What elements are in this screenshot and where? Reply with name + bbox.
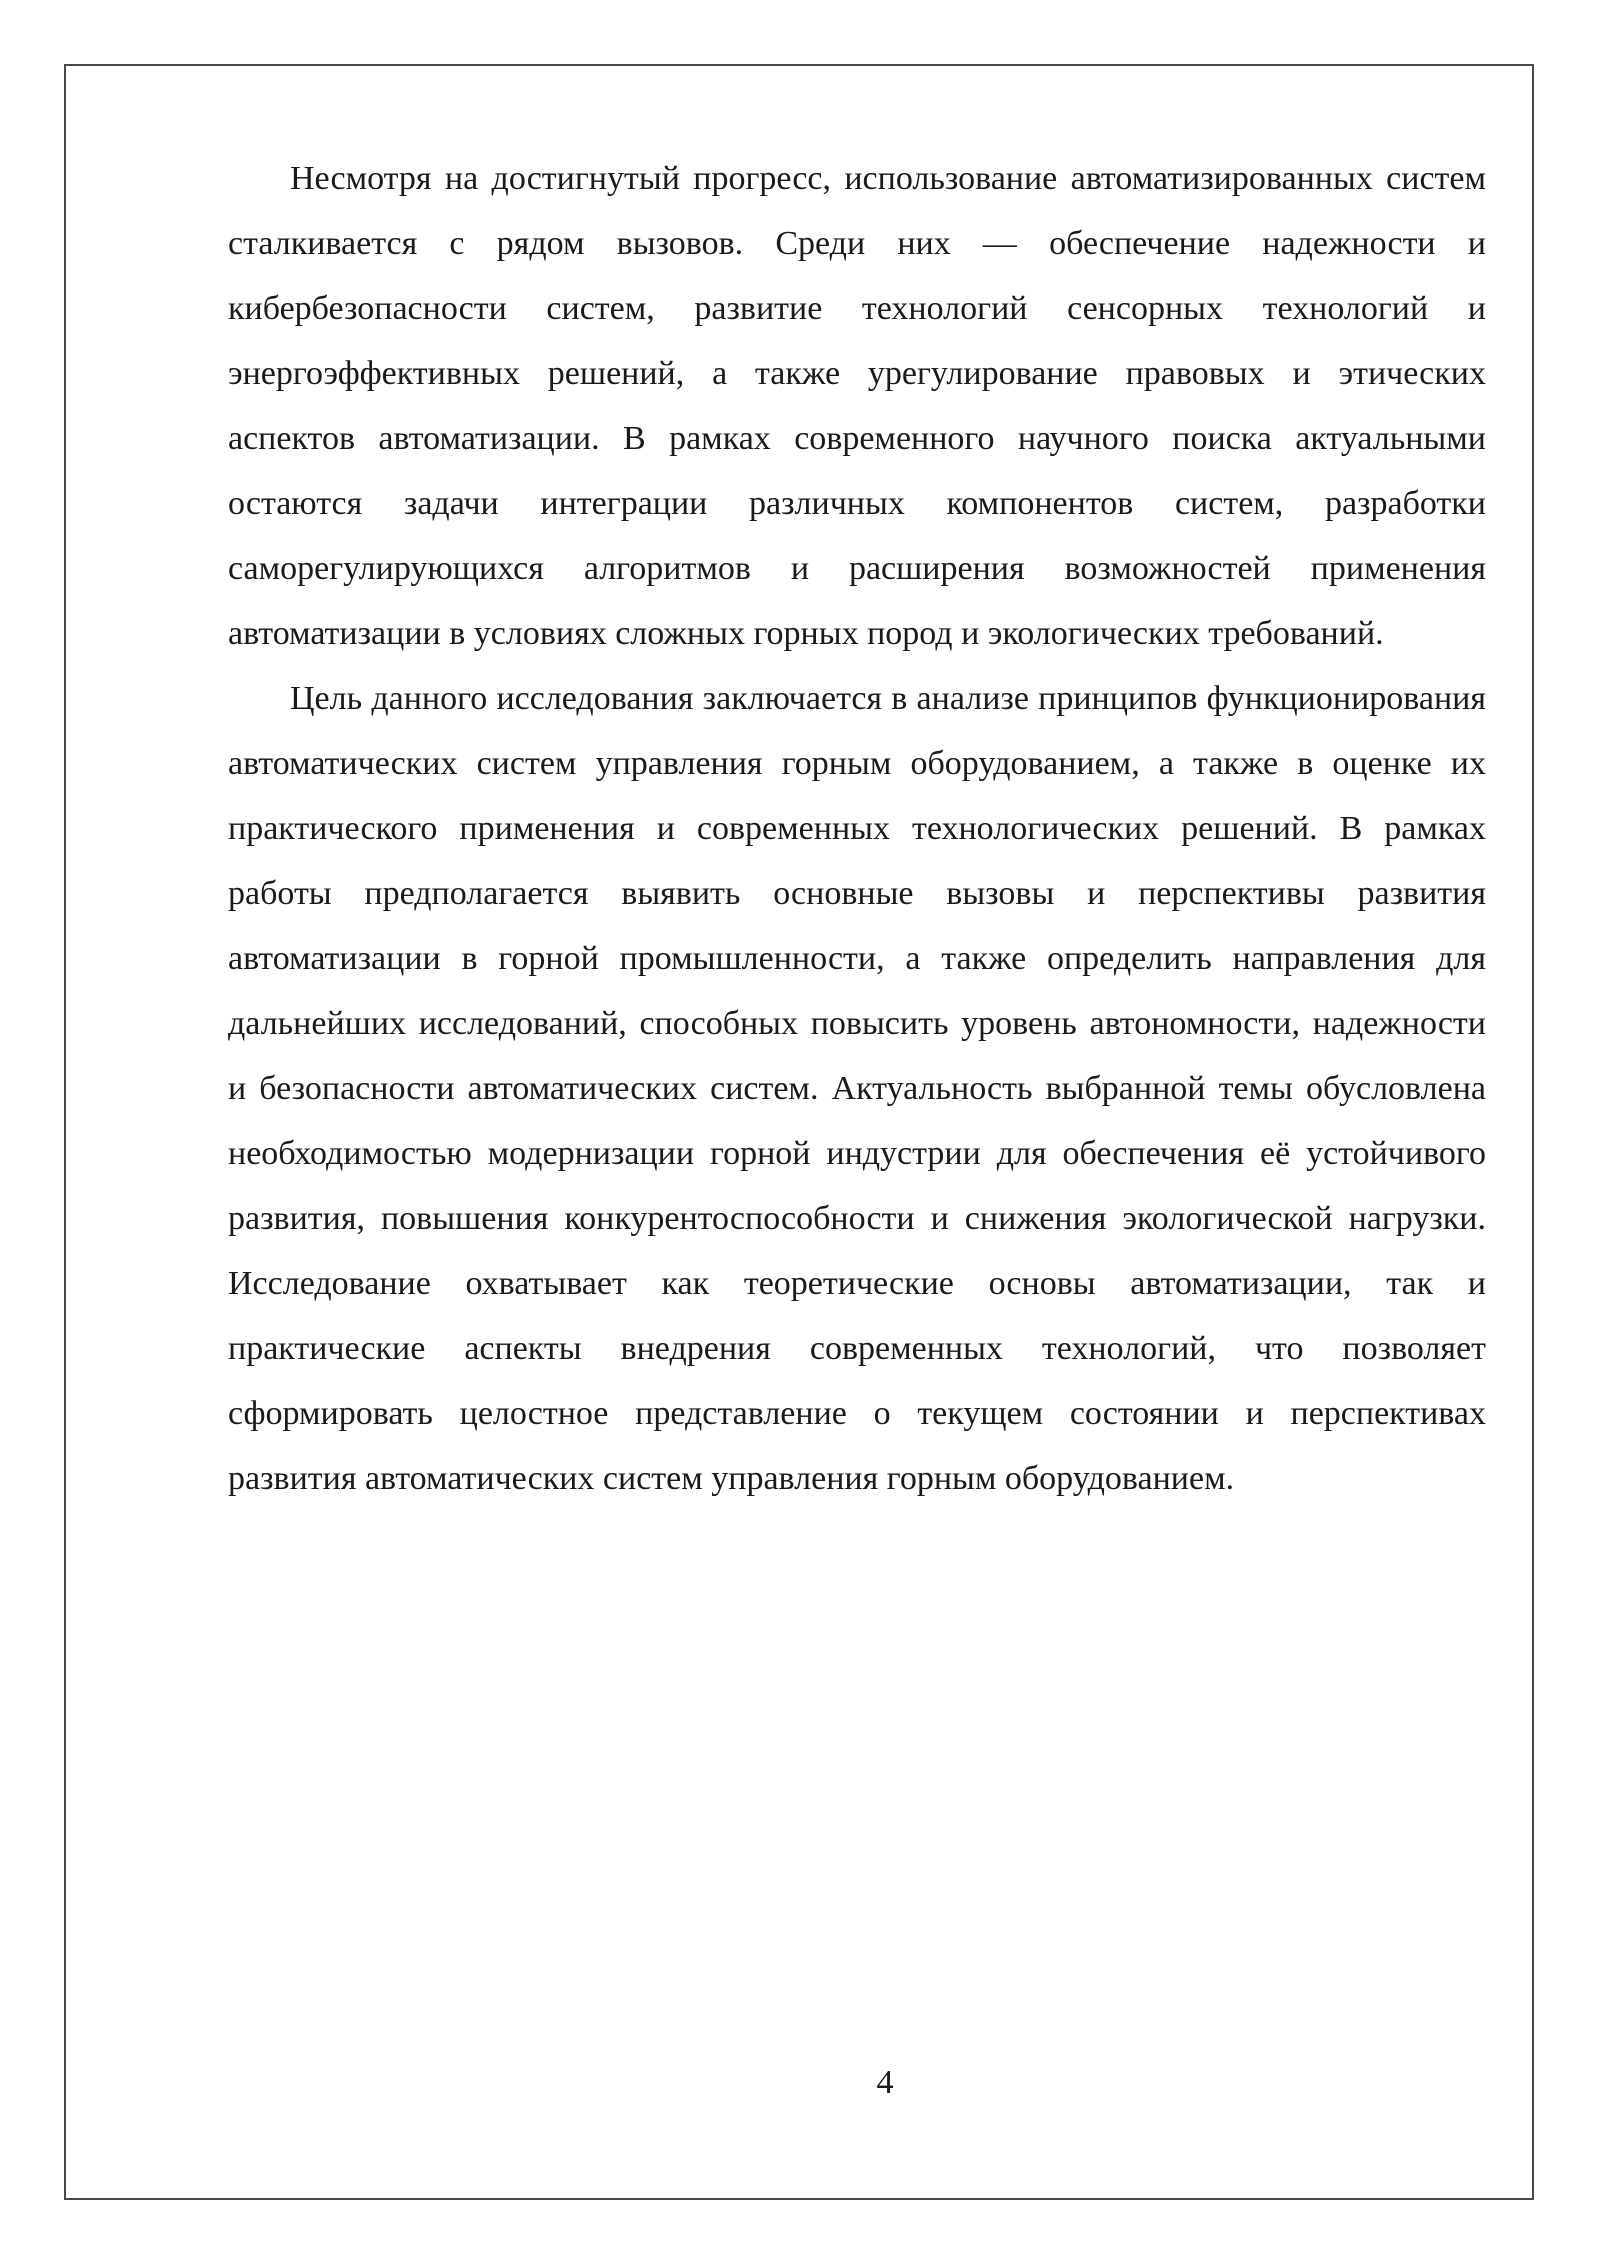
paragraph-challenges: Несмотря на достигнутый прогресс, использование автоматизированных систем сталкивается с рядом вызовов. Среди них — обеспечение надежности и кибербезопасности систем, развитие технологий сенсорных технологий и энергоэффективных решений, а также урегулирование правовых и этических аспектов автоматизации. В рамках современного научного поиска актуальными остаются задачи интеграции различных компонентов систем, разработки саморегулирующихся алгоритмов и расширения возможностей применения автоматизации в условиях сложных горных пород и экологических требований.: [228, 160, 1486, 652]
page-number: 4: [876, 2064, 894, 2101]
document-body: [228, 146, 1486, 1511]
paragraph-research-goal: Цель данного исследования заключается в анализе принципов функционирования автоматических систем управления горным оборудованием, а также в оценке их практического применения и современных технологических решений. В рамках работы предполагается выявить основные вызовы и перспективы развития автоматизации в горной промышленности, а также определить направления для дальнейших исследований, способных повысить уровень автономности, надежности и безопасности автоматических систем. Актуальность выбранной темы обусловлена необходимостью модернизации горной индустрии для обеспечения её устойчивого развития, повышения конкурентоспособности и снижения экологической нагрузки. Исследование охватывает как теоретические основы автоматизации, так и практические аспекты внедрения современных технологий, что позволяет сформировать целостное представление о текущем состоянии и перспективах развития автоматических систем управления горным оборудованием.: [228, 680, 1486, 1497]
